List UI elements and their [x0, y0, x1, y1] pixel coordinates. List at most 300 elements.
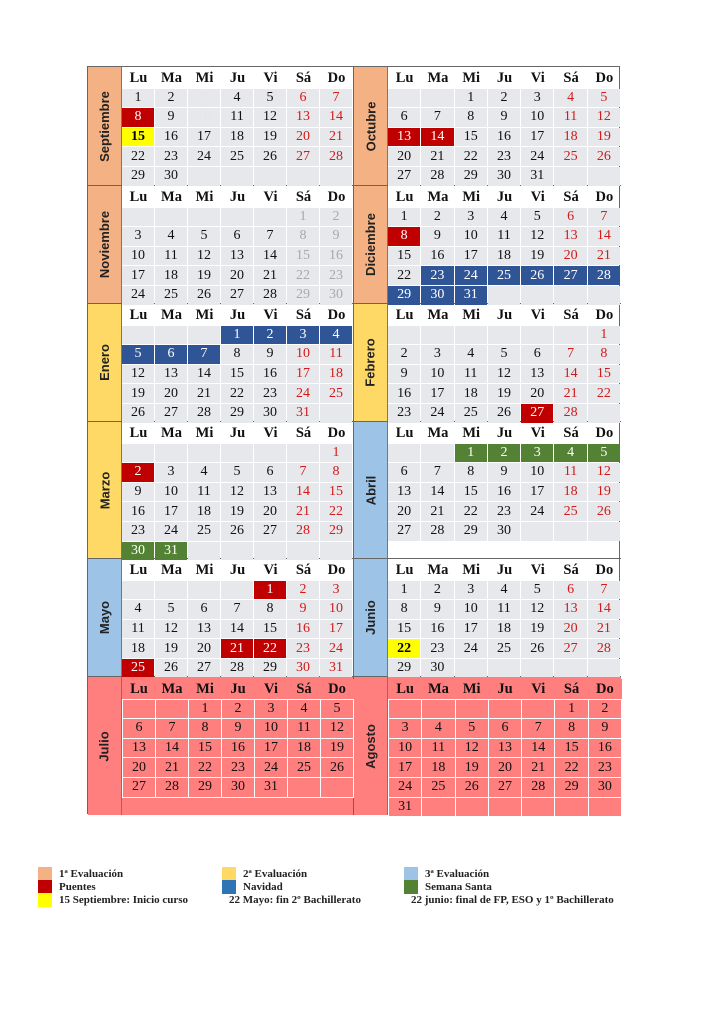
legend-puentes — [38, 880, 96, 894]
month-label — [88, 186, 122, 303]
day-cell: 7 — [421, 108, 453, 127]
day-cell: 21 — [588, 247, 620, 266]
weekday-label: Do — [320, 679, 354, 700]
day-cell: 19 — [521, 620, 553, 639]
day-cell: 29 — [122, 167, 154, 186]
day-cell: 3 — [155, 463, 187, 482]
day-cell: 16 — [421, 620, 453, 639]
day-cell: 30 — [488, 522, 520, 541]
legend-final-fp-label: 22 junio: final de FP, ESO y 1º Bachillerato — [411, 894, 614, 906]
weekday-label: Mi — [462, 425, 481, 442]
month-julio — [88, 677, 354, 815]
legend-eval2-label: 2ª Evaluación — [243, 868, 308, 880]
day-cell: 30 — [320, 286, 352, 305]
day-cell: 9 — [588, 718, 622, 739]
week-row — [122, 502, 353, 522]
empty-cell — [588, 522, 620, 541]
day-cell: 18 — [455, 384, 487, 403]
day-cell: 21 — [287, 502, 319, 521]
day-cell: 11 — [421, 738, 455, 759]
day-cell: 8 — [554, 718, 588, 739]
week-row — [388, 699, 621, 719]
weekday-label: Ma — [155, 679, 189, 700]
day-cell: 7 — [287, 463, 319, 482]
week-row — [122, 208, 353, 228]
weekday-label: Ma — [427, 425, 449, 442]
day-cell: 1 — [188, 699, 222, 720]
weekday-label: Mi — [195, 425, 214, 442]
month-grid — [388, 186, 621, 303]
day-cell: 15 — [287, 247, 319, 266]
weekday-label: Lu — [129, 562, 148, 579]
day-cell: 1 — [455, 444, 487, 463]
day-cell: 11 — [455, 365, 487, 384]
weekday-label: Vi — [521, 679, 555, 700]
weekday-label: Do — [327, 70, 346, 87]
day-cell: 5 — [588, 89, 620, 108]
day-cell: 24 — [455, 639, 487, 658]
day-cell: 12 — [488, 365, 520, 384]
week-row — [388, 463, 621, 483]
week-row — [388, 522, 621, 542]
weekday-label: Sá — [295, 307, 312, 324]
day-cell: 15 — [388, 620, 420, 639]
weekday-header — [122, 561, 353, 581]
empty-cell — [188, 542, 220, 561]
empty-cell — [188, 444, 220, 463]
weekday-label: Lu — [129, 425, 148, 442]
month-name: Julio — [97, 730, 112, 762]
empty-cell — [254, 542, 286, 561]
puentes-swatch — [38, 880, 52, 894]
day-cell: 14 — [588, 227, 620, 246]
day-cell: 25 — [488, 266, 520, 285]
weekday-label: Do — [327, 307, 346, 324]
day-cell: 27 — [254, 522, 286, 541]
day-cell: 30 — [122, 542, 154, 561]
empty-cell — [455, 797, 489, 818]
weekday-label: Ju — [488, 679, 522, 700]
empty-cell — [221, 167, 253, 186]
month-grid — [122, 677, 353, 815]
day-cell: 2 — [155, 89, 187, 108]
weekday-label: Mi — [195, 189, 214, 206]
day-cell: 24 — [320, 639, 352, 658]
week-row — [122, 384, 353, 404]
day-cell: 6 — [388, 108, 420, 127]
day-cell: 25 — [421, 777, 455, 798]
day-cell: 8 — [588, 345, 620, 364]
empty-cell — [421, 326, 453, 345]
day-cell: 26 — [488, 404, 520, 423]
empty-cell — [388, 89, 420, 108]
month-grid — [388, 559, 621, 676]
weekday-label: Vi — [530, 562, 545, 579]
empty-cell — [554, 326, 586, 345]
weekday-label: Sá — [563, 562, 579, 579]
weekday-label: Lu — [388, 679, 422, 700]
day-cell: 8 — [320, 463, 352, 482]
empty-cell — [188, 581, 220, 600]
month-grid — [388, 677, 621, 815]
day-cell: 12 — [320, 718, 354, 739]
day-cell: 10 — [287, 345, 319, 364]
day-cell: 19 — [588, 128, 620, 147]
day-cell: 27 — [488, 777, 522, 798]
day-cell: 6 — [287, 89, 319, 108]
legend-semana-santa — [404, 880, 492, 894]
empty-cell — [421, 797, 455, 818]
day-cell: 8 — [388, 600, 420, 619]
week-row — [388, 797, 621, 817]
day-cell: 2 — [388, 345, 420, 364]
day-cell: 2 — [122, 463, 154, 482]
day-cell: 5 — [320, 699, 354, 720]
day-cell: 11 — [155, 247, 187, 266]
day-cell: 22 — [122, 147, 154, 166]
day-cell: 6 — [554, 581, 586, 600]
day-cell: 8 — [287, 227, 319, 246]
day-cell: 4 — [554, 444, 586, 463]
day-cell: 25 — [554, 147, 586, 166]
day-cell: 28 — [155, 777, 189, 798]
day-cell: 24 — [421, 404, 453, 423]
day-cell: 28 — [588, 266, 620, 285]
day-cell: 21 — [155, 757, 189, 778]
day-cell: 25 — [488, 639, 520, 658]
day-cell: 13 — [155, 365, 187, 384]
day-cell: 29 — [455, 167, 487, 186]
day-cell: 23 — [122, 522, 154, 541]
day-cell: 18 — [122, 639, 154, 658]
day-cell: 1 — [122, 89, 154, 108]
day-cell: 17 — [421, 384, 453, 403]
day-cell: 31 — [521, 167, 553, 186]
week-row — [388, 108, 621, 128]
month-octubre — [354, 67, 621, 186]
empty-cell — [588, 797, 622, 818]
day-cell: 12 — [521, 600, 553, 619]
weekday-label: Vi — [263, 189, 278, 206]
week-row — [388, 208, 621, 228]
month-marzo — [88, 422, 354, 559]
day-cell: 29 — [221, 404, 253, 423]
day-cell: 21 — [254, 266, 286, 285]
legend-navidad — [222, 880, 283, 894]
empty-cell — [188, 167, 220, 186]
day-cell: 28 — [421, 522, 453, 541]
day-cell: 4 — [488, 208, 520, 227]
day-cell: 14 — [521, 738, 555, 759]
empty-cell — [122, 326, 154, 345]
day-cell: 19 — [320, 738, 354, 759]
empty-cell — [221, 581, 253, 600]
empty-cell — [455, 659, 487, 678]
day-cell: 3 — [455, 208, 487, 227]
day-cell: 28 — [287, 522, 319, 541]
day-cell: 10 — [455, 227, 487, 246]
weekday-header — [122, 306, 353, 326]
month-abril — [354, 422, 621, 559]
week-row — [122, 89, 353, 109]
day-cell: 6 — [122, 718, 156, 739]
empty-cell — [588, 167, 620, 186]
month-noviembre — [88, 186, 354, 304]
day-cell: 9 — [421, 600, 453, 619]
day-cell: 13 — [254, 483, 286, 502]
day-cell: 26 — [588, 502, 620, 521]
day-cell: 29 — [287, 286, 319, 305]
day-cell: 29 — [320, 522, 352, 541]
day-cell: 6 — [488, 718, 522, 739]
day-cell: 5 — [254, 89, 286, 108]
day-cell: 14 — [421, 483, 453, 502]
day-cell: 25 — [122, 659, 154, 678]
day-cell: 17 — [521, 483, 553, 502]
day-cell: 9 — [155, 108, 187, 127]
empty-cell — [254, 444, 286, 463]
day-cell: 3 — [287, 326, 319, 345]
day-cell: 27 — [221, 286, 253, 305]
empty-cell — [388, 326, 420, 345]
legend-final-fp — [411, 893, 614, 907]
day-cell: 13 — [554, 600, 586, 619]
day-cell: 9 — [122, 483, 154, 502]
day-cell: 28 — [521, 777, 555, 798]
inicio-swatch — [38, 893, 52, 907]
day-cell: 25 — [320, 384, 352, 403]
empty-cell — [221, 208, 253, 227]
day-cell: 5 — [488, 345, 520, 364]
week-row — [388, 444, 621, 464]
weekday-label: Ju — [221, 679, 255, 700]
day-cell: 10 — [388, 738, 422, 759]
weekday-label: Vi — [530, 425, 545, 442]
weekday-label: Lu — [129, 307, 148, 324]
day-cell: 18 — [155, 266, 187, 285]
day-cell: 24 — [388, 777, 422, 798]
weekday-label: Do — [327, 189, 346, 206]
day-cell: 25 — [554, 502, 586, 521]
day-cell: 8 — [188, 718, 222, 739]
day-cell: 16 — [388, 384, 420, 403]
month-label — [354, 186, 388, 303]
day-cell: 1 — [320, 444, 352, 463]
week-row — [388, 639, 621, 659]
day-cell: 20 — [554, 620, 586, 639]
day-cell: 29 — [388, 286, 420, 305]
month-grid — [122, 304, 353, 421]
weekday-label: Ma — [427, 70, 449, 87]
week-row — [122, 227, 353, 247]
empty-cell — [521, 522, 553, 541]
weekday-label: Ju — [496, 70, 513, 87]
day-cell: 10 — [155, 483, 187, 502]
day-cell: 5 — [188, 227, 220, 246]
day-cell: 14 — [588, 600, 620, 619]
legend-puentes-label: Puentes — [59, 881, 96, 893]
month-label — [88, 67, 122, 185]
empty-cell — [287, 167, 319, 186]
weekday-label: Lu — [395, 70, 414, 87]
day-cell: 19 — [521, 247, 553, 266]
day-cell: 7 — [421, 463, 453, 482]
day-cell: 2 — [254, 326, 286, 345]
day-cell: 15 — [122, 128, 154, 147]
day-cell: 17 — [254, 738, 288, 759]
weekday-label: Ju — [496, 189, 513, 206]
month-mayo — [88, 559, 354, 677]
day-cell: 3 — [388, 718, 422, 739]
empty-cell — [455, 326, 487, 345]
day-cell: 7 — [588, 581, 620, 600]
day-cell: 31 — [155, 542, 187, 561]
day-cell: 24 — [122, 286, 154, 305]
weekday-label: Vi — [263, 70, 278, 87]
day-cell: 13 — [388, 483, 420, 502]
empty-cell — [122, 581, 154, 600]
weekday-label: Ma — [161, 425, 182, 442]
legend-eval3-label: 3ª Evaluación — [425, 868, 490, 880]
day-cell: 13 — [554, 227, 586, 246]
day-cell: 18 — [488, 247, 520, 266]
day-cell: 4 — [488, 581, 520, 600]
week-row — [122, 639, 353, 659]
week-row — [122, 620, 353, 640]
day-cell: 5 — [588, 444, 620, 463]
month-name: Febrero — [363, 338, 378, 387]
day-cell: 31 — [254, 777, 288, 798]
weekday-label: Do — [595, 189, 614, 206]
day-cell: 21 — [421, 147, 453, 166]
week-row — [388, 738, 621, 758]
week-row — [388, 384, 621, 404]
day-cell: 30 — [155, 167, 187, 186]
day-cell: 8 — [388, 227, 420, 246]
day-cell: 8 — [455, 463, 487, 482]
day-cell: 9 — [488, 463, 520, 482]
day-cell: 3 — [421, 345, 453, 364]
day-cell: 9 — [421, 227, 453, 246]
day-cell: 7 — [588, 208, 620, 227]
day-cell: 4 — [455, 345, 487, 364]
day-cell: 23 — [388, 404, 420, 423]
empty-cell — [188, 326, 220, 345]
day-cell: 1 — [287, 208, 319, 227]
semana-santa-swatch — [404, 880, 418, 894]
month-grid — [122, 422, 353, 558]
day-cell: 5 — [221, 463, 253, 482]
day-cell: 10 — [521, 463, 553, 482]
day-cell: 22 — [455, 147, 487, 166]
day-cell: 1 — [455, 89, 487, 108]
day-cell: 22 — [388, 266, 420, 285]
day-cell: 19 — [488, 384, 520, 403]
day-cell: 22 — [320, 502, 352, 521]
day-cell: 5 — [122, 345, 154, 364]
weekday-label: Mi — [195, 562, 214, 579]
day-cell: 3 — [188, 89, 220, 108]
day-cell: 14 — [421, 128, 453, 147]
day-cell: 21 — [554, 384, 586, 403]
month-name: Enero — [97, 344, 112, 381]
legend-inicio-label: 15 Septiembre: Inicio curso — [59, 894, 189, 906]
day-cell: 26 — [122, 404, 154, 423]
month-agosto — [354, 677, 621, 815]
weekday-label: Lu — [129, 189, 148, 206]
empty-cell — [155, 699, 189, 720]
weekday-label: Vi — [263, 562, 278, 579]
week-row — [122, 777, 353, 797]
day-cell: 13 — [388, 128, 420, 147]
day-cell: 22 — [287, 266, 319, 285]
day-cell: 16 — [488, 128, 520, 147]
legend-eval1-label: 1ª Evaluación — [59, 868, 124, 880]
week-row — [122, 581, 353, 601]
empty-cell — [521, 797, 555, 818]
day-cell: 25 — [155, 286, 187, 305]
day-cell: 23 — [488, 502, 520, 521]
weekday-label: Ma — [161, 189, 182, 206]
empty-cell — [287, 542, 319, 561]
month-grid — [388, 422, 621, 558]
day-cell: 31 — [320, 659, 352, 678]
day-cell: 3 — [254, 699, 288, 720]
weekday-label: Ma — [427, 189, 449, 206]
day-cell: 8 — [122, 108, 154, 127]
day-cell: 31 — [287, 404, 319, 423]
weekday-label: Lu — [122, 679, 156, 700]
weekday-label: Sá — [554, 679, 588, 700]
day-cell: 4 — [188, 463, 220, 482]
day-cell: 14 — [287, 483, 319, 502]
empty-cell — [188, 208, 220, 227]
day-cell: 17 — [320, 620, 352, 639]
day-cell: 29 — [254, 659, 286, 678]
day-cell: 24 — [188, 147, 220, 166]
day-cell: 9 — [320, 227, 352, 246]
week-row — [122, 757, 353, 777]
weekday-label: Ju — [229, 307, 246, 324]
day-cell: 2 — [488, 89, 520, 108]
day-cell: 6 — [254, 463, 286, 482]
day-cell: 20 — [254, 502, 286, 521]
day-cell: 4 — [287, 699, 321, 720]
day-cell: 11 — [188, 483, 220, 502]
weekday-label: Sá — [563, 70, 579, 87]
day-cell: 18 — [320, 365, 352, 384]
month-grid — [388, 67, 621, 185]
empty-cell — [521, 326, 553, 345]
day-cell: 30 — [421, 286, 453, 305]
day-cell: 1 — [221, 326, 253, 345]
week-row — [388, 89, 621, 109]
day-cell: 27 — [388, 167, 420, 186]
weekday-label: Lu — [395, 562, 414, 579]
weekday-label: Vi — [254, 679, 288, 700]
day-cell: 10 — [421, 365, 453, 384]
day-cell: 15 — [254, 620, 286, 639]
day-cell: 15 — [588, 365, 620, 384]
day-cell: 29 — [455, 522, 487, 541]
weekday-label: Mi — [195, 307, 214, 324]
day-cell: 16 — [320, 247, 352, 266]
weekday-label: Ma — [427, 562, 449, 579]
day-cell: 4 — [221, 89, 253, 108]
legend-fin-bach-label: 22 Mayo: fin 2º Bachillerato — [229, 894, 361, 906]
day-cell: 6 — [221, 227, 253, 246]
month-label — [354, 559, 388, 676]
